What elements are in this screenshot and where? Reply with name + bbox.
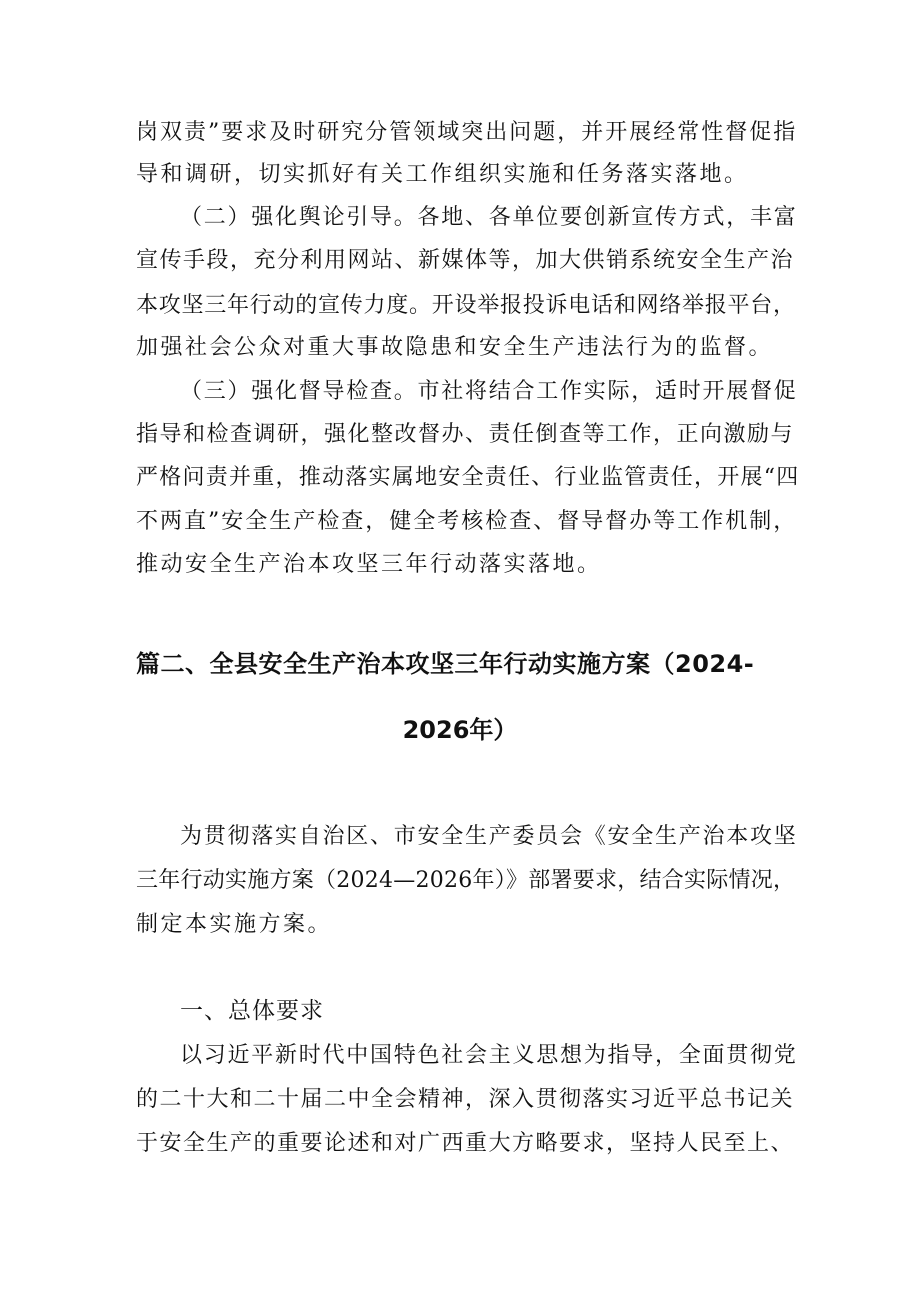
paragraph-3-line-5: 推动安全生产治本攻坚三年行动落实落地。 — [136, 552, 602, 577]
paragraph-2-line-1: （二）强化舆论引导。各地、各单位要创新宣传方式，丰富 — [180, 205, 798, 230]
section-1-heading: 一、总体要求 — [180, 998, 324, 1024]
section-1-line-2: 的二十大和二十届二中全会精神，深入贯彻落实习近平总书记关 — [136, 1087, 795, 1112]
document-title-line-1: 篇二、全县安全生产治本攻坚三年行动实施方案（2024- — [136, 650, 755, 678]
paragraph-2-line-3: 本攻坚三年行动的宣传力度。开设举报投诉电话和网络举报平台， — [136, 293, 796, 318]
paragraph-1-line-1: 岗双责”要求及时研究分管领域突出问题，并开展经常性督促指 — [136, 120, 798, 145]
intro-line-2: 三年行动实施方案（2024—2026年）》部署要求，结合实际情况， — [136, 868, 796, 893]
paragraph-3-line-3: 严格问责并重，推动落实属地安全责任、行业监管责任，开展“四 — [136, 465, 800, 490]
document-title-line-2: 2026年） — [402, 716, 518, 744]
paragraph-1-line-2: 导和调研，切实抓好有关工作组织实施和任务落实落地。 — [136, 162, 749, 187]
paragraph-2-line-4: 加强社会公众对重大事故隐患和安全生产违法行为的监督。 — [136, 335, 774, 360]
paragraph-2-line-2: 宣传手段，充分利用网站、新媒体等，加大供销系统安全生产治 — [136, 248, 795, 273]
paragraph-3-line-1: （三）强化督导检查。市社将结合工作实际，适时开展督促 — [180, 379, 798, 404]
section-1-line-1: 以习近平新时代中国特色社会主义思想为指导，全面贯彻党 — [180, 1043, 798, 1068]
intro-line-3: 制定本实施方案。 — [136, 912, 333, 937]
paragraph-3-line-4: 不两直”安全生产检查，健全考核检查、督导督办等工作机制， — [136, 509, 798, 534]
section-1-line-3: 于安全生产的重要论述和对广西重大方略要求，坚持人民至上、 — [136, 1131, 795, 1156]
paragraph-3-line-2: 指导和检查调研，强化整改督办、责任倒查等工作，正向激励与 — [136, 422, 795, 447]
intro-line-1: 为贯彻落实自治区、市安全生产委员会《安全生产治本攻坚 — [180, 824, 798, 849]
